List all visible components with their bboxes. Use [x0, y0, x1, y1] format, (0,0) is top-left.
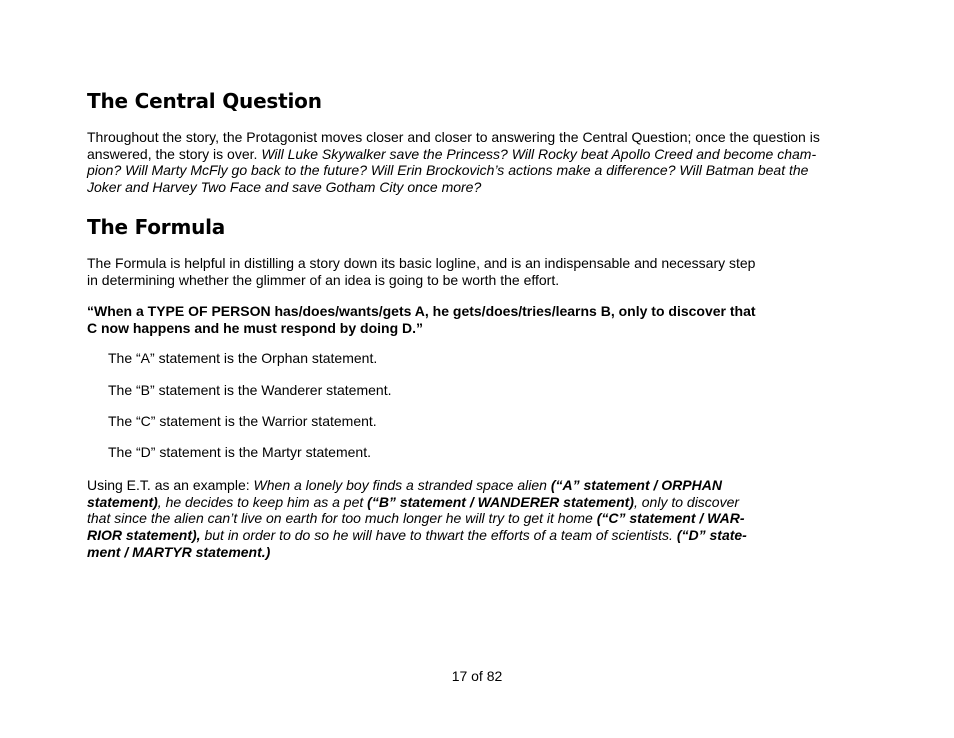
statement-a: The “A” statement is the Orphan statement.: [108, 350, 378, 366]
example-paragraph: [87, 477, 747, 561]
central-question-heading: The Central Question: [87, 89, 322, 113]
example-text: but in order to do so he will have to thwart the efforts of a team of scientists.: [200, 527, 677, 544]
paragraph-line: pion? Will Marty McFly go back to the future? Will Erin Brockovich’s actions make a difference? Will Batman beat the: [87, 162, 809, 179]
example-questions-text: Will Luke Skywalker save the Princess? Will Rocky beat Apollo Creed and become cham-: [261, 145, 817, 162]
paragraph-text: answered, the story is over.: [87, 145, 262, 162]
formula-heading: The Formula: [87, 215, 226, 239]
statement-b: The “B” statement is the Wanderer statement.: [108, 382, 392, 398]
example-line: [87, 477, 747, 494]
example-line: [87, 527, 747, 544]
example-text: , he decides to keep him as a pet: [157, 493, 368, 510]
example-line: ment / MARTYR statement.): [87, 543, 271, 560]
example-label: (“D” state-: [676, 527, 747, 544]
example-text: When a lonely boy finds a stranded space alien: [253, 477, 551, 493]
paragraph-line: The Formula is helpful in distilling a story down its basic logline, and is an indispensable and necessary step: [87, 255, 756, 271]
example-text: that since the alien can’t live on earth for too much longer he will try to get it home: [87, 510, 597, 527]
example-line: [87, 494, 747, 511]
example-label: (“A” statement / ORPHAN: [550, 477, 722, 493]
quote-line: C now happens and he must respond by doing D.”: [87, 319, 424, 336]
page-number: 17 of 82: [451, 668, 503, 684]
formula-intro-paragraph: [87, 255, 755, 288]
example-label: (“C” statement / WAR-: [596, 510, 745, 527]
example-label: (“B” statement / WANDERER statement): [367, 493, 634, 510]
statement-d: The “D” statement is the Martyr statement.: [108, 444, 371, 460]
example-text: Using E.T. as an example:: [87, 477, 254, 493]
paragraph-line: Joker and Harvey Two Face and save Gotham City once more?: [87, 179, 482, 196]
quote-line: “When a TYPE OF PERSON has/does/wants/gets A, he gets/does/tries/learns B, only to discover that: [87, 303, 756, 319]
example-line: [87, 510, 747, 527]
example-text: , only to discover: [633, 493, 740, 510]
example-label: statement): [87, 493, 158, 510]
paragraph-line: in determining whether the glimmer of an idea is going to be worth the effort.: [87, 271, 560, 288]
formula-quote: [87, 303, 756, 336]
statement-c: The “C” statement is the Warrior statement.: [108, 413, 377, 429]
example-label: RIOR statement),: [87, 527, 201, 544]
central-question-paragraph: [87, 129, 820, 196]
paragraph-line: Throughout the story, the Protagonist moves closer and closer to answering the Central Question; once the question is: [87, 129, 820, 145]
paragraph-line: [87, 146, 820, 163]
